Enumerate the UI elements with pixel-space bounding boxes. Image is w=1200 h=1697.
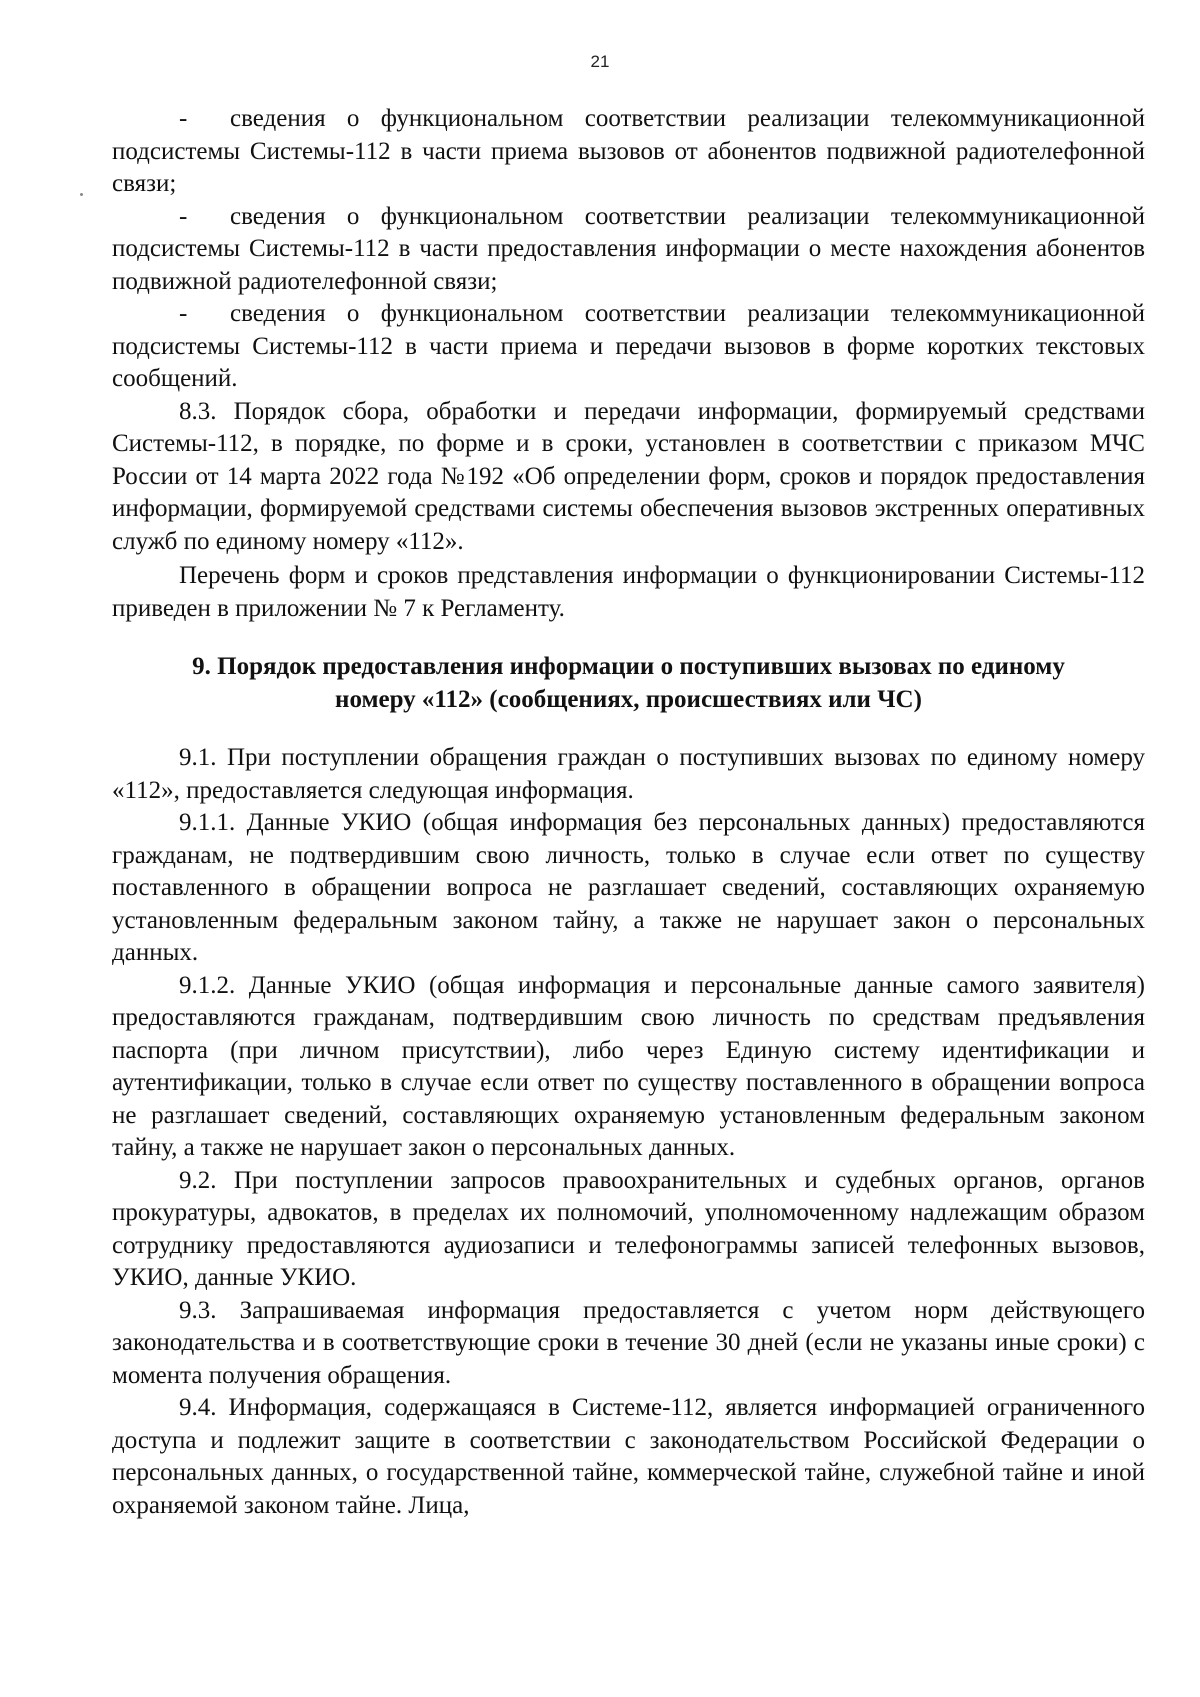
paragraph-9-1: 9.1. При поступлении обращения граждан о поступивших вызовах по единому номеру «112», предоставляется следующая информация.	[112, 744, 1145, 804]
page-number: 21	[590, 52, 610, 71]
paragraph-8-3: 8.3. Порядок сбора, обработки и передачи информации, формируемый средствами Системы-112, в порядке, по форме и в сроки, установлен в соответствии с приказом МЧС России от 14 марта 2022 года №192 «Об определении форм, сроков и порядок предоставления информации, формируемой средствами системы обеспечения вызовов экстренных оперативных служб по единому номеру «112».	[112, 397, 1145, 555]
paragraph-9-1-1: 9.1.1. Данные УКИО (общая информация без персональных данных) предоставляются гражданам, не подтвердившим свою личность, только в случае если ответ по существу поставленного в обращении вопроса не разглашает сведений, составляющих охраняемую установленным федеральным законом тайну, а также не нарушает закон о персональных данных.	[112, 809, 1145, 966]
list-item-2: - сведения о функциональном соответствии реализации телекоммуникационной подсистемы Системы-112 в части предоставления информации о месте нахождения абонентов подвижной радиотелефонной связи;	[112, 202, 1145, 295]
paragraph-9-2: 9.2. При поступлении запросов правоохранительных и судебных органов, органов прокуратуры, адвокатов, в пределах их полномочий, уполномоченному надлежащим образом сотруднику предоставляются аудиозаписи и телефонограммы записей телефонных вызовов, УКИО, данные УКИО.	[112, 1166, 1145, 1291]
paragraph-forms-list: Перечень форм и сроков представления информации о функционировании Системы-112 приведен в приложении № 7 к Регламенту.	[112, 562, 1145, 622]
document-body	[112, 103, 1145, 1522]
paragraph-9-3: 9.3. Запрашиваемая информация предоставляется с учетом норм действующего законодательства и в соответствующие сроки в течение 30 дней (если не указаны иные сроки) с момента получения обращения.	[112, 1296, 1145, 1389]
scan-speck	[80, 193, 83, 196]
section-heading-line-1: 9. Порядок предоставления информации о поступивших вызовах по единому	[192, 653, 1065, 680]
paragraph-9-4: 9.4. Информация, содержащаяся в Системе-112, является информацией ограниченного доступа и подлежит защите в соответствии с законодательством Российской Федерации о персональных данных, о государственной тайне, коммерческой тайне, служебной тайне и иной охраняемой законом тайне. Лица,	[112, 1394, 1145, 1519]
list-item-1: - сведения о функциональном соответствии реализации телекоммуникационной подсистемы Системы-112 в части приема вызовов от абонентов подвижной радиотелефонной связи;	[112, 105, 1145, 197]
paragraph-9-1-2: 9.1.2. Данные УКИО (общая информация и персональные данные самого заявителя) предоставляются гражданам, подтвердившим свою личность по средствам предъявления паспорта (при личном присутствии), либо через Единую систему идентификации и аутентификации, только в случае если ответ по существу поставленного в обращении вопроса не разглашает сведений, составляющих охраняемую установленным федеральным законом тайну, а также не нарушает закон о персональных данных.	[112, 971, 1145, 1161]
section-heading-line-2: номеру «112» (сообщениях, происшествиях или ЧС)	[335, 685, 922, 713]
list-item-3: - сведения о функциональном соответствии реализации телекоммуникационной подсистемы Системы-112 в части приема и передачи вызовов в форме коротких текстовых сообщений.	[112, 300, 1145, 392]
section-heading	[112, 651, 1145, 716]
